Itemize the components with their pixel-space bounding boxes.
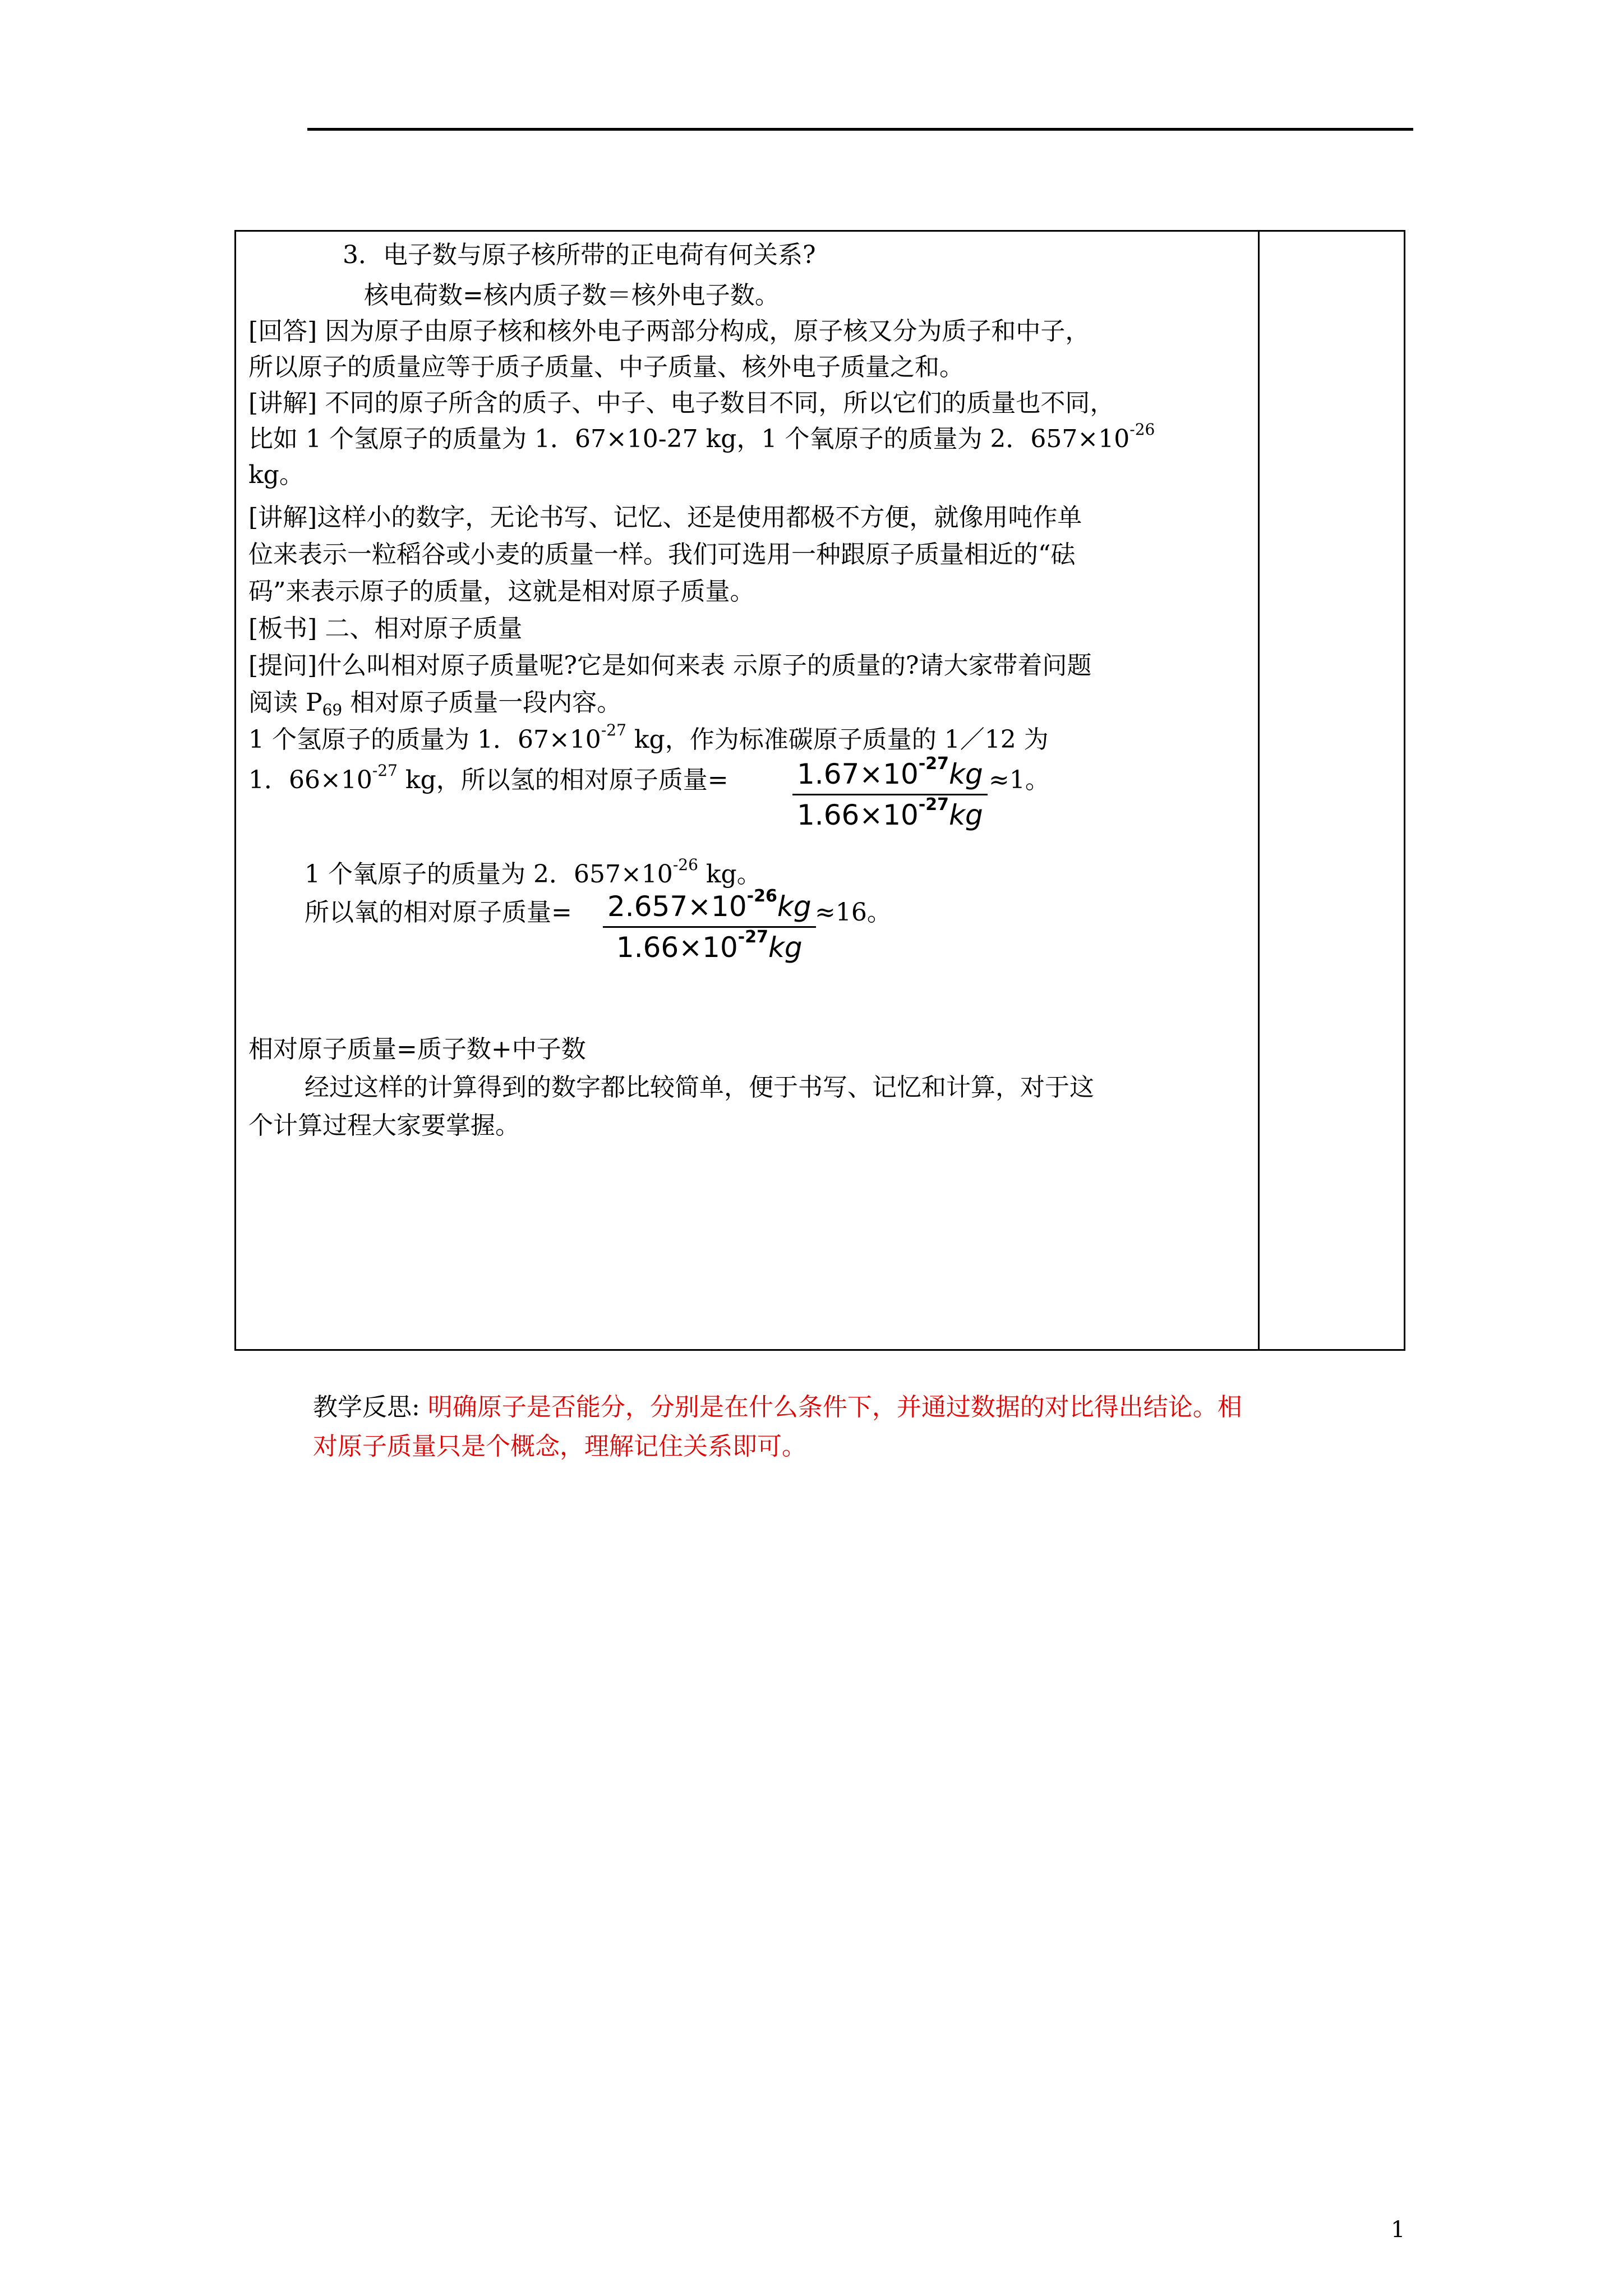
answer-line-2: 所以原子的质量应等于质子质量、中子质量、核外电子质量之和。 [248, 353, 964, 381]
hydrogen-fraction-numerator: $1.67\times 10^{-27}kg$ [797, 754, 983, 790]
explain-line-3: kg。 [248, 461, 304, 489]
oxygen-fraction [603, 887, 816, 967]
question-line-1: [提问]什么叫相对原子质量呢?它是如何来表 示原子的质量的?请大家带着问题 [248, 651, 1092, 680]
hydrogen-fraction [792, 754, 988, 835]
oxygen-line-2: 所以氧的相对原子质量= [305, 898, 572, 927]
summary-line-1: 经过这样的计算得到的数字都比较简单，便于书写、记忆和计算，对于这 [305, 1073, 1094, 1102]
explain-line-1: [讲解] 不同的原子所含的质子、中子、电子数目不同，所以它们的质量也不同， [248, 389, 1115, 417]
explain2-line-1: [讲解]这样小的数字，无论书写、记忆、还是使用都极不方便，就像用吨作单 [248, 503, 1082, 532]
hydrogen-line-1: 1 个氢原子的质量为 1．$67\times 10^{-27}$ kg，作为标准碳原子质量的 1／12 为 [248, 721, 1049, 754]
hydrogen-fraction-denominator: $1.66\times 10^{-27}kg$ [797, 795, 983, 831]
explain2-line-2: 位来表示一粒稻谷或小麦的质量一样。我们可选用一种跟原子质量相近的“砝 [248, 540, 1076, 569]
question-3: 3．电子数与原子核所带的正电荷有何关系? [343, 241, 816, 269]
oxygen-fraction-numerator: $2.657\times 10^{-26}kg$ [607, 886, 811, 923]
explain2-line-3: 码”来表示原子的质量，这就是相对原子质量。 [248, 577, 755, 606]
reflection-text-1: 明确原子是否能分，分别是在什么条件下，并通过数据的对比得出结论。相 [419, 1393, 1242, 1421]
hydrogen-result: ≈1。 [989, 766, 1050, 794]
board-heading: [板书] 二、相对原子质量 [248, 614, 523, 643]
column-divider [1258, 232, 1260, 1349]
reflection-label: 教学反思: [313, 1393, 420, 1421]
oxygen-result: ≈16。 [815, 898, 892, 927]
charge-relation: 核电荷数=核内质子数＝核外电子数。 [364, 281, 780, 310]
hydrogen-line-2: 1．$66\times 10^{-27}$ kg，所以氢的相对原子质量= [248, 761, 728, 794]
formula: 相对原子质量=质子数+中子数 [248, 1035, 586, 1064]
answer-line-1: [回答] 因为原子由原子核和核外电子两部分构成，原子核又分为质子和中子， [248, 317, 1090, 346]
oxygen-fraction-denominator: $1.66\times 10^{-27}kg$ [616, 927, 803, 964]
lesson-table [234, 230, 1405, 1351]
page-number: 1 [1391, 2217, 1405, 2243]
reflection-text-2: 对原子质量只是个概念，理解记住关系即可。 [313, 1432, 806, 1461]
teaching-reflection [313, 1388, 1412, 1466]
summary-line-2: 个计算过程大家要掌握。 [248, 1111, 520, 1140]
question-line-2: 阅读 $P_{69}$ 相对原子质量一段内容。 [248, 688, 622, 719]
explain-line-2: 比如 1 个氢原子的质量为 1．67×10-27 kg，1 个氧原子的质量为 2．$657\times 10^{-26}$ [248, 420, 1155, 453]
header-rule [307, 128, 1413, 131]
oxygen-line-1: 1 个氧原子的质量为 2．$657\times 10^{-26}$ kg。 [305, 855, 762, 889]
